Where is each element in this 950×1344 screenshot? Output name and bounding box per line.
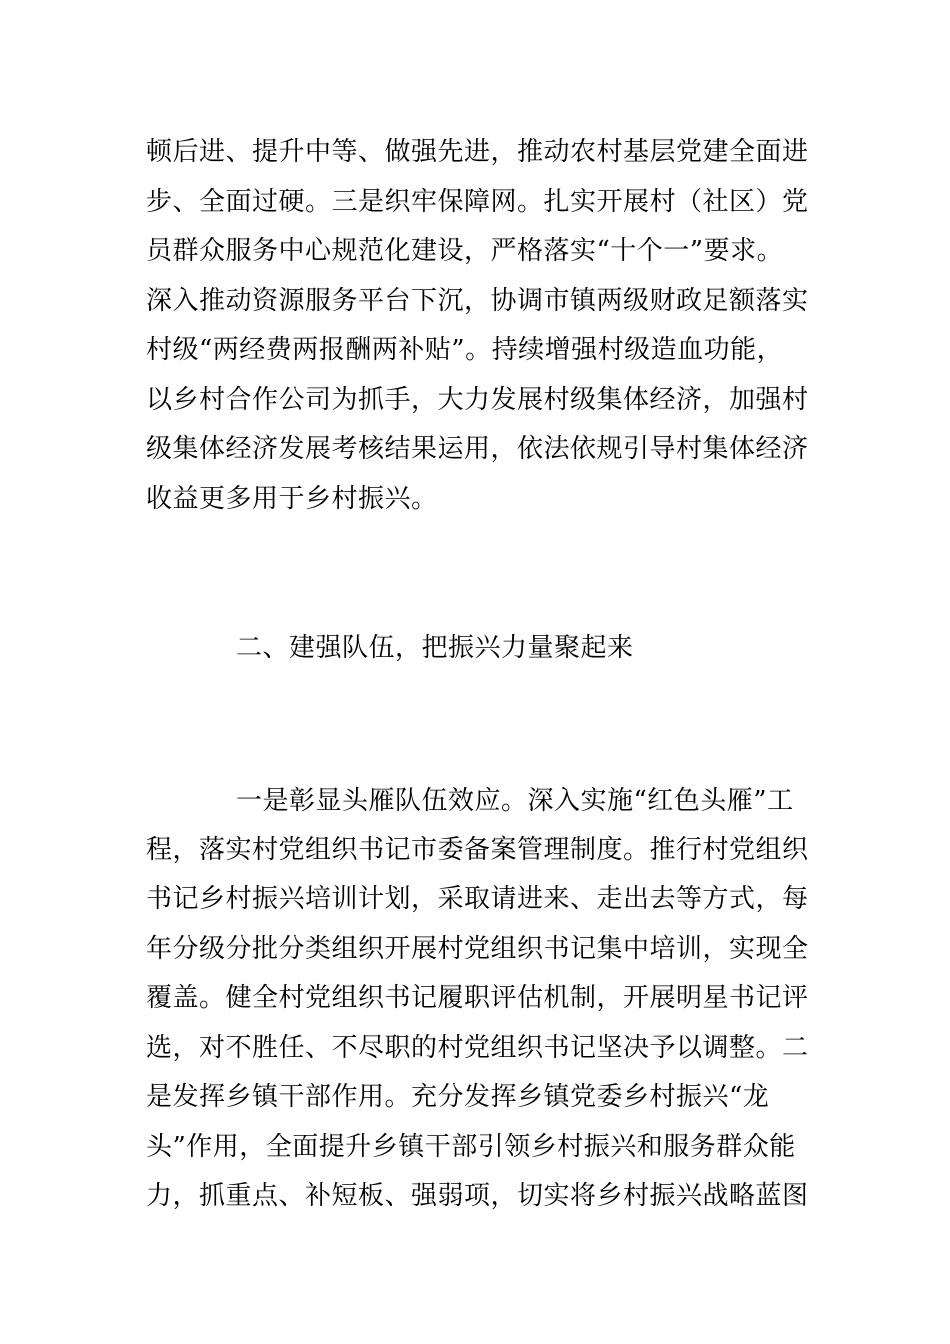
paragraph2-line-7: 是发挥乡镇干部作用。充分发挥乡镇党委乡村振兴“龙	[146, 1082, 770, 1112]
paragraph1-line-2: 步、全面过硬。三是织牢保障网。扎实开展村（社区）党	[146, 187, 809, 217]
paragraph2-line-6: 选，对不胜任、不尽职的村党组织书记坚决予以调整。二	[146, 1033, 809, 1063]
paragraph2-line-3: 书记乡村振兴培训计划，采取请进来、走出去等方式，每	[146, 884, 809, 914]
paragraph1-line-1: 顿后进、提升中等、做强先进，推动农村基层党建全面进	[146, 137, 809, 167]
paragraph1-line-7: 级集体经济发展考核结果运用，依法依规引导村集体经济	[146, 434, 809, 464]
paragraph2-line-5: 覆盖。健全村党组织书记履职评估机制，开展明星书记评	[146, 983, 809, 1013]
paragraph1-line-8: 收益更多用于乡村振兴。	[146, 484, 438, 514]
paragraph2-line-2: 程，落实村党组织书记市委备案管理制度。推行村党组织	[146, 835, 809, 865]
paragraph2-line-4: 年分级分批分类组织开展村党组织书记集中培训，实现全	[146, 934, 809, 964]
paragraph1-line-5: 村级“两经费两报酬两补贴”。持续增强村级造血功能，	[146, 335, 784, 365]
paragraph1-line-6: 以乡村合作公司为抓手，大力发展村级集体经济，加强村	[146, 385, 809, 415]
paragraph2-line-8: 头”作用，全面提升乡镇干部引领乡村振兴和服务群众能	[146, 1132, 796, 1162]
paragraph1-line-3: 员群众服务中心规范化建设，严格落实“十个一”要求。	[146, 236, 784, 266]
paragraph2-line-1: 一是彰显头雁队伍效应。深入实施“红色头雁”工	[236, 786, 794, 816]
section-heading: 二、建强队伍，把振兴力量聚起来	[236, 633, 634, 663]
paragraph1-line-4: 深入推动资源服务平台下沉，协调市镇两级财政足额落实	[146, 286, 809, 316]
paragraph2-line-9: 力，抓重点、补短板、强弱项，切实将乡村振兴战略蓝图	[146, 1181, 809, 1211]
